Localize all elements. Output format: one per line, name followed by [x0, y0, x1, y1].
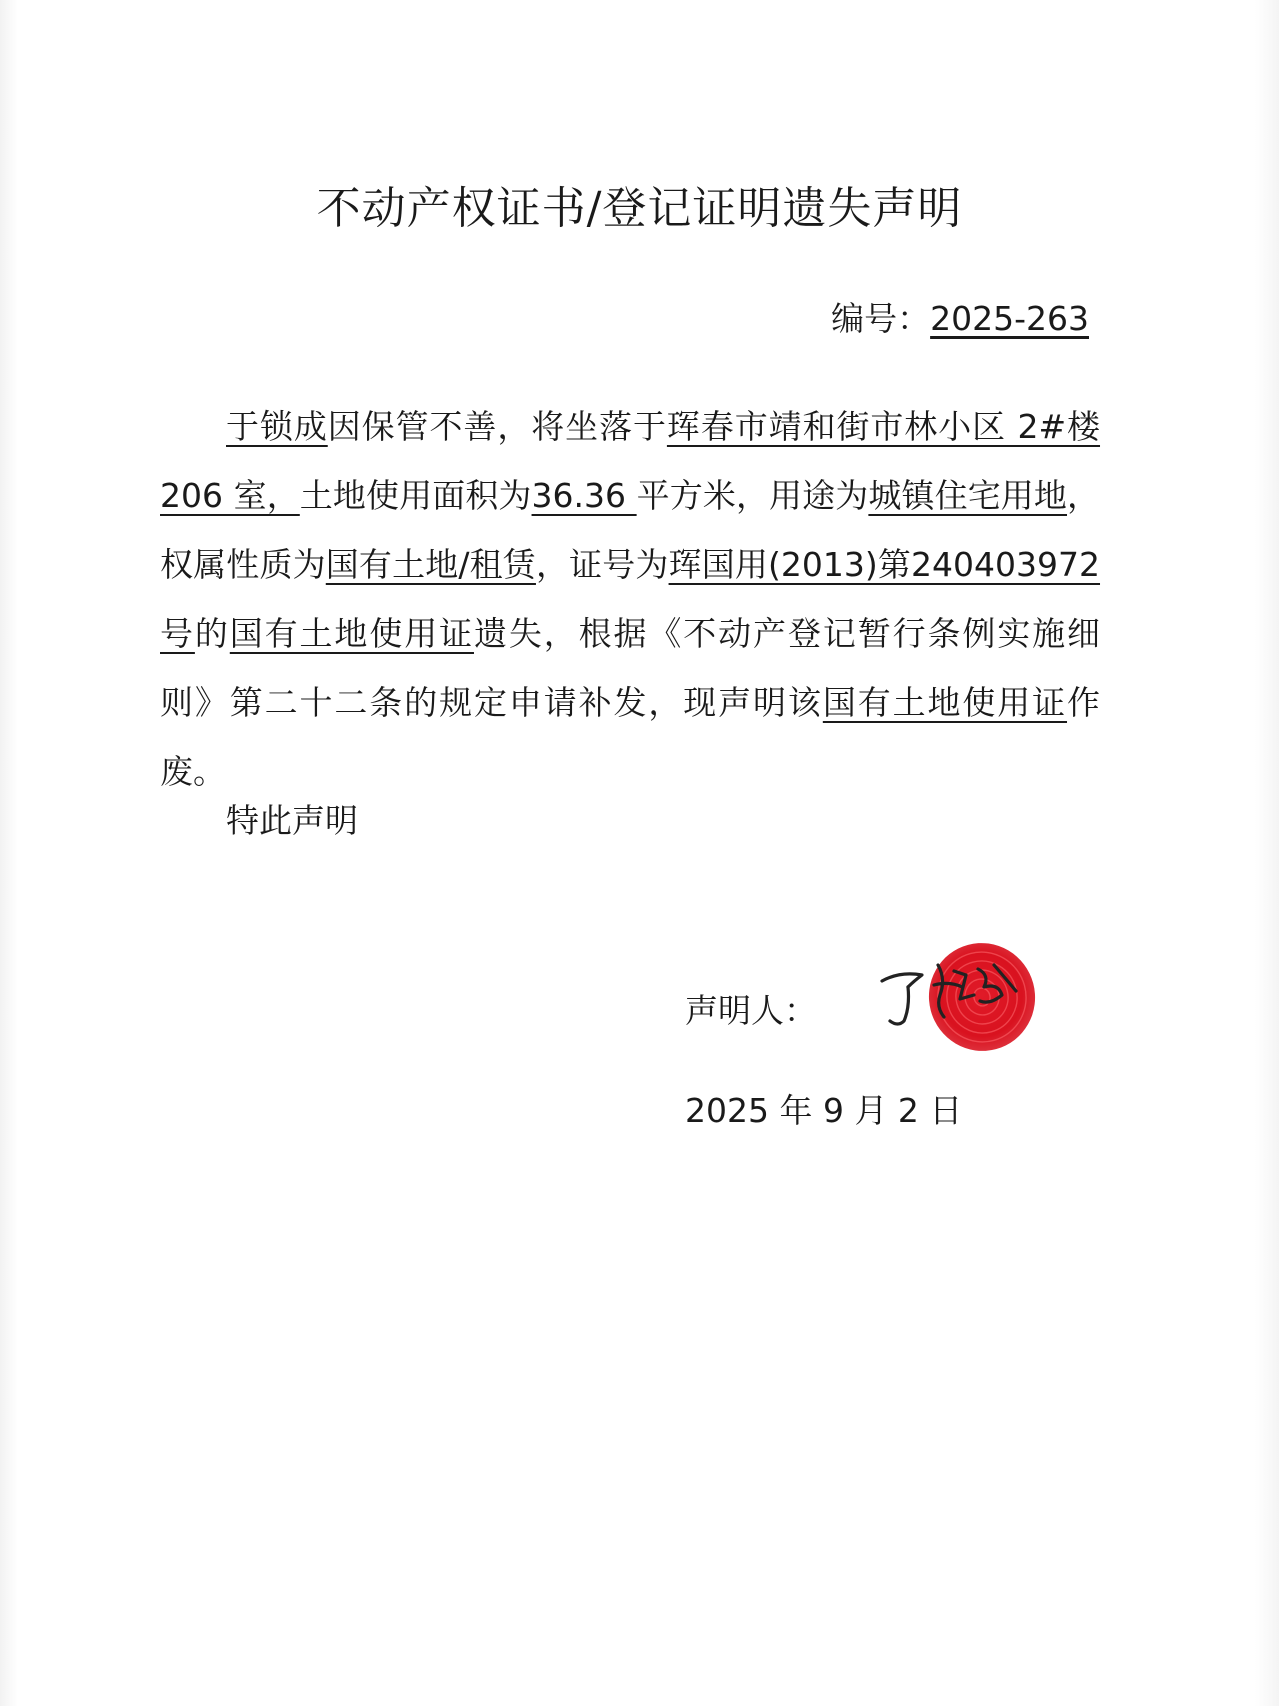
filled-blank: 国有土地使用证	[822, 683, 1068, 722]
signature-with-fingerprint	[870, 935, 1040, 1065]
closing-remark: 特此声明	[226, 801, 358, 840]
body-text: 因保管不善，将坐落于	[327, 407, 667, 446]
declaration-date: 2025 年 9 月 2 日	[685, 1091, 963, 1130]
body-text: 平方米，用途为	[636, 476, 869, 515]
body-text: 的	[194, 614, 230, 653]
filled-blank: 城镇住宅用地	[868, 476, 1068, 515]
filled-blank: 珲春市靖和街市林小区 2#楼 206 室，	[160, 407, 1101, 515]
document-number-value: 2025-263	[930, 299, 1089, 338]
document-number-label: 编号：	[831, 299, 931, 338]
filled-blank: 国有土地使用证	[229, 614, 474, 653]
body-text: 土地使用面积为	[299, 476, 532, 515]
body-text: ，证号为	[535, 545, 669, 584]
filled-blank: 于锁成	[226, 407, 328, 446]
filled-blank: 国有土地/租赁	[325, 545, 536, 584]
body-text: 作废。	[160, 683, 1101, 791]
filled-blank: 36.36	[531, 476, 637, 515]
fingerprint-seal	[870, 935, 1040, 1065]
body-text: 遗失，根据《不动产登记暂行条例实施细则》第二十二条的规定申请补发，现声明该	[160, 614, 1101, 722]
declarant-label: 声明人：	[685, 991, 817, 1030]
statement-body	[160, 392, 1100, 806]
filled-blank: 珲国用(2013)第240403972 号	[160, 545, 1101, 653]
document-title: 不动产权证书/登记证明遗失声明	[316, 183, 963, 234]
body-text: ，权属性质为	[160, 476, 1101, 584]
document-number	[831, 293, 1089, 340]
